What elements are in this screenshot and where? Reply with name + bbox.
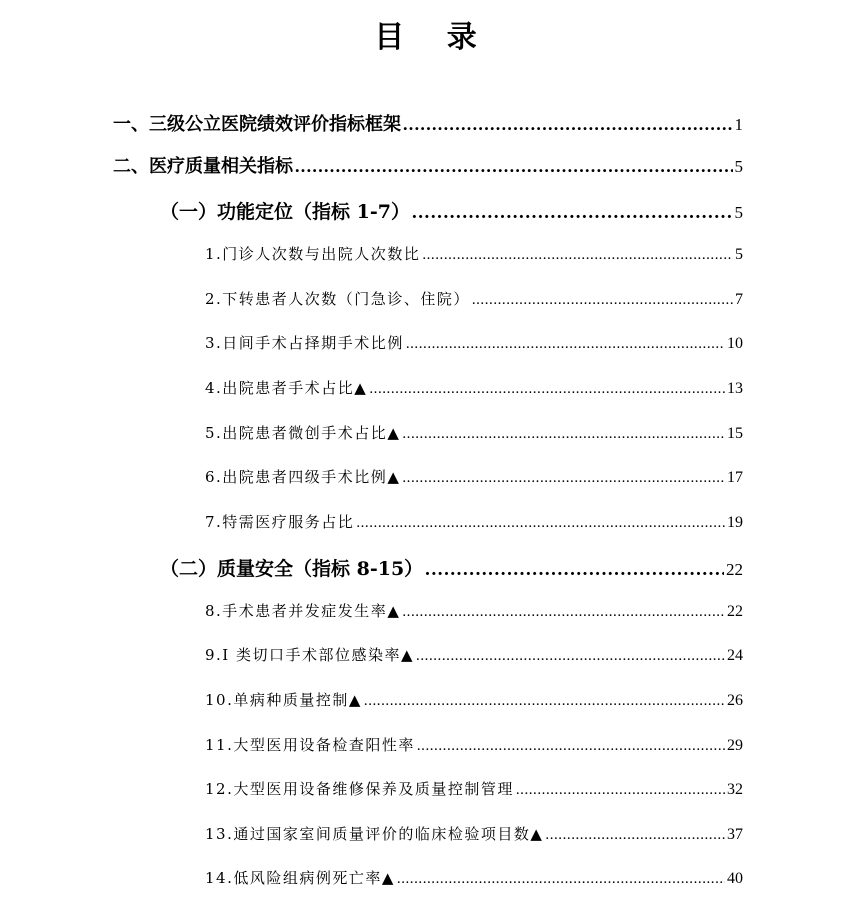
dot-leader — [356, 515, 725, 532]
toc-entry-label: 1.门诊人次数与出院人次数比 — [205, 245, 421, 263]
dot-leader — [403, 114, 733, 135]
toc-entry-label: 7.特需医疗服务占比 — [205, 513, 355, 531]
dot-leader — [412, 202, 733, 224]
toc-entry-page: 10 — [727, 335, 743, 352]
dot-leader — [402, 426, 725, 443]
toc-entry-section-1[interactable] — [113, 110, 743, 136]
dot-leader — [397, 871, 725, 888]
toc-entry-page: 24 — [727, 647, 743, 664]
dot-leader — [472, 292, 733, 309]
dot-leader — [516, 782, 725, 799]
toc-entry-page: 1 — [734, 115, 743, 134]
toc-entry-label: 6.出院患者四级手术比例▲ — [205, 468, 401, 486]
toc-entry-page: 15 — [727, 425, 743, 442]
toc-entry-label: 14.低风险组病例死亡率▲ — [205, 869, 395, 887]
toc-entry-page: 7 — [735, 291, 743, 308]
toc-entry-label: 2.下转患者人次数（门急诊、住院） — [205, 290, 470, 308]
toc-entry-label: 11.大型医用设备检查阳性率 — [205, 736, 415, 754]
toc-entry-page: 5 — [734, 157, 743, 176]
toc-entry-indicator-13[interactable] — [205, 823, 743, 844]
toc-entry-page: 5 — [735, 246, 743, 263]
toc-entry-indicator-4[interactable] — [205, 377, 743, 398]
toc-entry-page: 40 — [727, 870, 743, 887]
toc-entry-subsection-1[interactable] — [160, 197, 743, 224]
toc-entry-page: 26 — [727, 692, 743, 709]
dot-leader — [545, 827, 725, 844]
toc-entry-page: 13 — [727, 380, 743, 397]
toc-entry-label: 12.大型医用设备维修保养及质量控制管理 — [205, 780, 514, 798]
toc-entry-label: 13.通过国家室间质量评价的临床检验项目数▲ — [205, 825, 544, 843]
toc-entry-page: 17 — [727, 469, 743, 486]
toc-entry-section-2[interactable] — [113, 152, 743, 178]
toc-entry-label: （一）功能定位（指标 1-7） — [160, 201, 410, 223]
dot-leader — [422, 247, 733, 264]
page-title: 目 录 — [374, 20, 493, 55]
toc-entry-label: 10.单病种质量控制▲ — [205, 691, 362, 709]
toc-entry-indicator-3[interactable] — [205, 332, 743, 353]
toc-entry-page: 37 — [727, 826, 743, 843]
toc-entry-indicator-6[interactable] — [205, 466, 743, 487]
toc-entry-label: 5.出院患者微创手术占比▲ — [205, 424, 401, 442]
dot-leader — [369, 381, 725, 398]
toc-entry-label: 8.手术患者并发症发生率▲ — [205, 602, 401, 620]
toc-entry-indicator-12[interactable] — [205, 778, 743, 799]
toc-entry-indicator-8[interactable] — [205, 600, 743, 621]
toc-entry-label: 9.I 类切口手术部位感染率▲ — [205, 646, 415, 664]
toc-entry-subsection-2[interactable] — [160, 554, 743, 581]
toc-entry-label: 3.日间手术占择期手术比例 — [205, 334, 404, 352]
toc-entry-indicator-7[interactable] — [205, 511, 743, 532]
toc-entry-indicator-1[interactable] — [205, 243, 743, 264]
toc-entry-page: 22 — [727, 603, 743, 620]
toc-entry-indicator-5[interactable] — [205, 422, 743, 443]
toc-entry-page: 5 — [734, 203, 743, 222]
dot-leader — [417, 738, 725, 755]
toc-entry-page: 29 — [727, 737, 743, 754]
toc-entry-label: 一、三级公立医院绩效评价指标框架 — [113, 114, 401, 135]
toc-entry-label: 二、医疗质量相关指标 — [113, 156, 293, 177]
toc-entry-page: 19 — [727, 514, 743, 531]
toc-entry-indicator-10[interactable] — [205, 689, 743, 710]
toc-entry-label: （二）质量安全（指标 8-15） — [160, 558, 424, 580]
dot-leader — [295, 156, 733, 177]
toc-entry-indicator-2[interactable] — [205, 288, 743, 309]
toc-entry-indicator-9[interactable] — [205, 644, 743, 665]
toc-entry-page: 22 — [726, 560, 743, 579]
dot-leader — [402, 470, 725, 487]
toc-entry-label: 4.出院患者手术占比▲ — [205, 379, 368, 397]
dot-leader — [425, 559, 724, 581]
toc-entry-page: 32 — [727, 781, 743, 798]
dot-leader — [402, 604, 725, 621]
dot-leader — [364, 693, 725, 710]
dot-leader — [416, 648, 725, 665]
toc-entry-indicator-11[interactable] — [205, 734, 743, 755]
dot-leader — [406, 336, 725, 353]
toc-entry-indicator-14[interactable] — [205, 867, 743, 888]
